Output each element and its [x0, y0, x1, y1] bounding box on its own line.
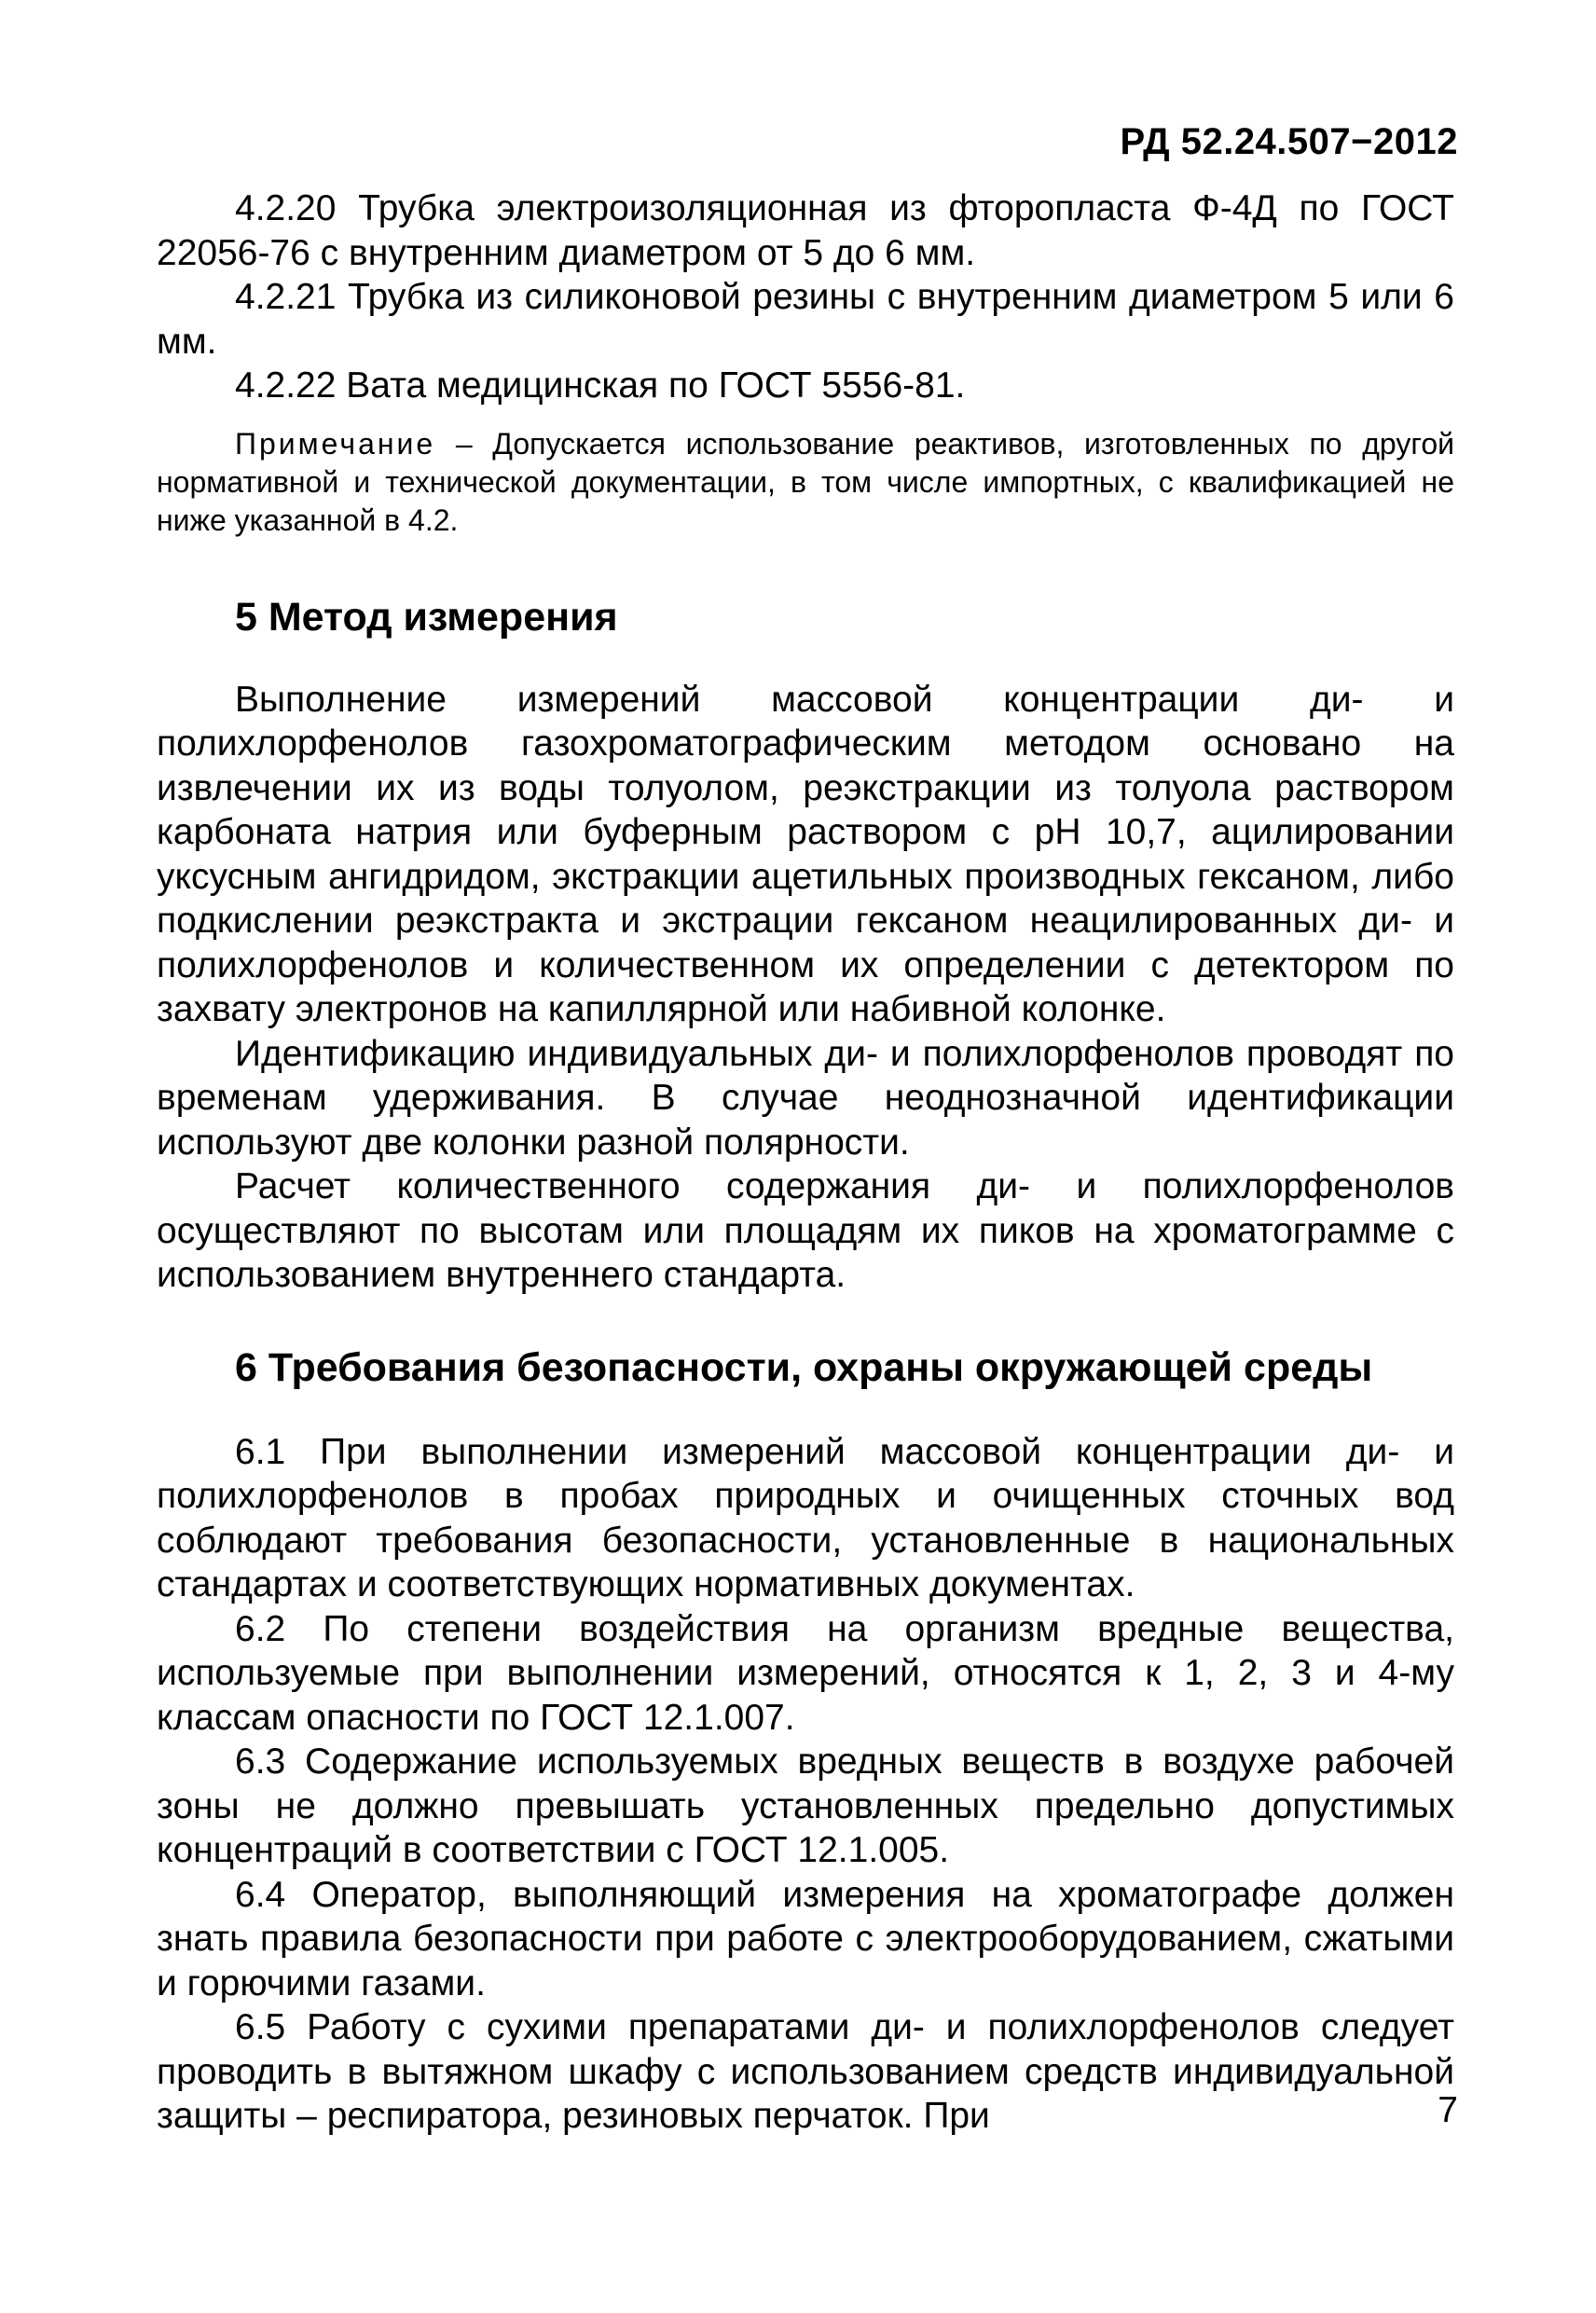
note-text: – Допускается использование реактивов, изготовленных по другой нормативной и технической документации, в том числе импортных, с квалификацией не ниже указанной в 4.2. — [157, 426, 1454, 537]
section-6-paragraph: 6.1 При выполнении измерений массовой концентрации ди- и полихлорфенолов в пробах природных и очищенных сточных вод соблюдают требования безопасности, установленные в национальных стандартах и соответствующих нормативных документах. — [157, 1431, 1454, 1604]
section-6-paragraph: 6.2 По степени воздействия на организм вредные вещества, используемые при выполнении измерений, относятся к 1, 2, 3 и 4-му классам опасности по ГОСТ 12.1.007. — [157, 1608, 1454, 1738]
section-5-paragraph: Идентификацию индивидуальных ди- и полихлорфенолов проводят по временам удерживания. В случае неоднозначной идентификации используют две колонки разной полярности. — [157, 1033, 1454, 1163]
item-4-2-21: 4.2.21 Трубка из силиконовой резины с внутренним диаметром 5 или 6 мм. — [157, 277, 1454, 362]
section-6-paragraph: 6.3 Содержание используемых вредных веществ в воздухе рабочей зоны не должно превышать установленных предельно допустимых концентраций в соответствии с ГОСТ 12.1.005. — [157, 1742, 1454, 1870]
page-content — [157, 186, 1454, 2139]
item-4-2-20: 4.2.20 Трубка электроизоляционная из фторопласта Ф-4Д по ГОСТ 22056-76 с внутренним диаметром от 5 до 6 мм. — [157, 188, 1454, 273]
page-number: 7 — [1438, 2090, 1458, 2130]
document-code-header: РД 52.24.507−2012 — [1120, 121, 1458, 162]
section-6-title: 6 Требования безопасности, охраны окружающей среды — [235, 1344, 1373, 1390]
section-5-paragraph: Расчет количественного содержания ди- и полихлорфенолов осуществляют по высотам или площадям их пиков на хроматограмме с использованием внутреннего стандарта. — [157, 1166, 1454, 1295]
section-6-paragraph: 6.4 Оператор, выполняющий измерения на хроматографе должен знать правила безопасности при работе с электрооборудованием, сжатыми и горючими газами. — [157, 1874, 1454, 2003]
note-label: Примечание — [235, 426, 436, 461]
section-5-title: 5 Метод измерения — [235, 594, 618, 640]
section-6-paragraph: 6.5 Работу с сухими препаратами ди- и полихлорфенолов следует проводить в вытяжном шкафу с использованием средств индивидуальной защиты – респиратора, резиновых перчаток. При — [157, 2007, 1454, 2136]
item-4-2-22: 4.2.22 Вата медицинская по ГОСТ 5556-81. — [235, 365, 966, 406]
note — [157, 425, 1454, 540]
section-5-paragraph: Выполнение измерений массовой концентрации ди- и полихлорфенолов газохроматографическим методом основано на извлечении их из воды толуолом, реэкстракции из толуола раствором карбоната натрия или буферным раствором с pH 10,7, ацилировании уксусным ангидридом, экстракции ацетильных производных гексаном, либо подкислении реэкстракта и экстрации гексаном неацилированных ди- и полихлорфенолов и количественном их определении с детектором по захвату электронов на капиллярной или набивной колонке. — [157, 679, 1454, 1029]
